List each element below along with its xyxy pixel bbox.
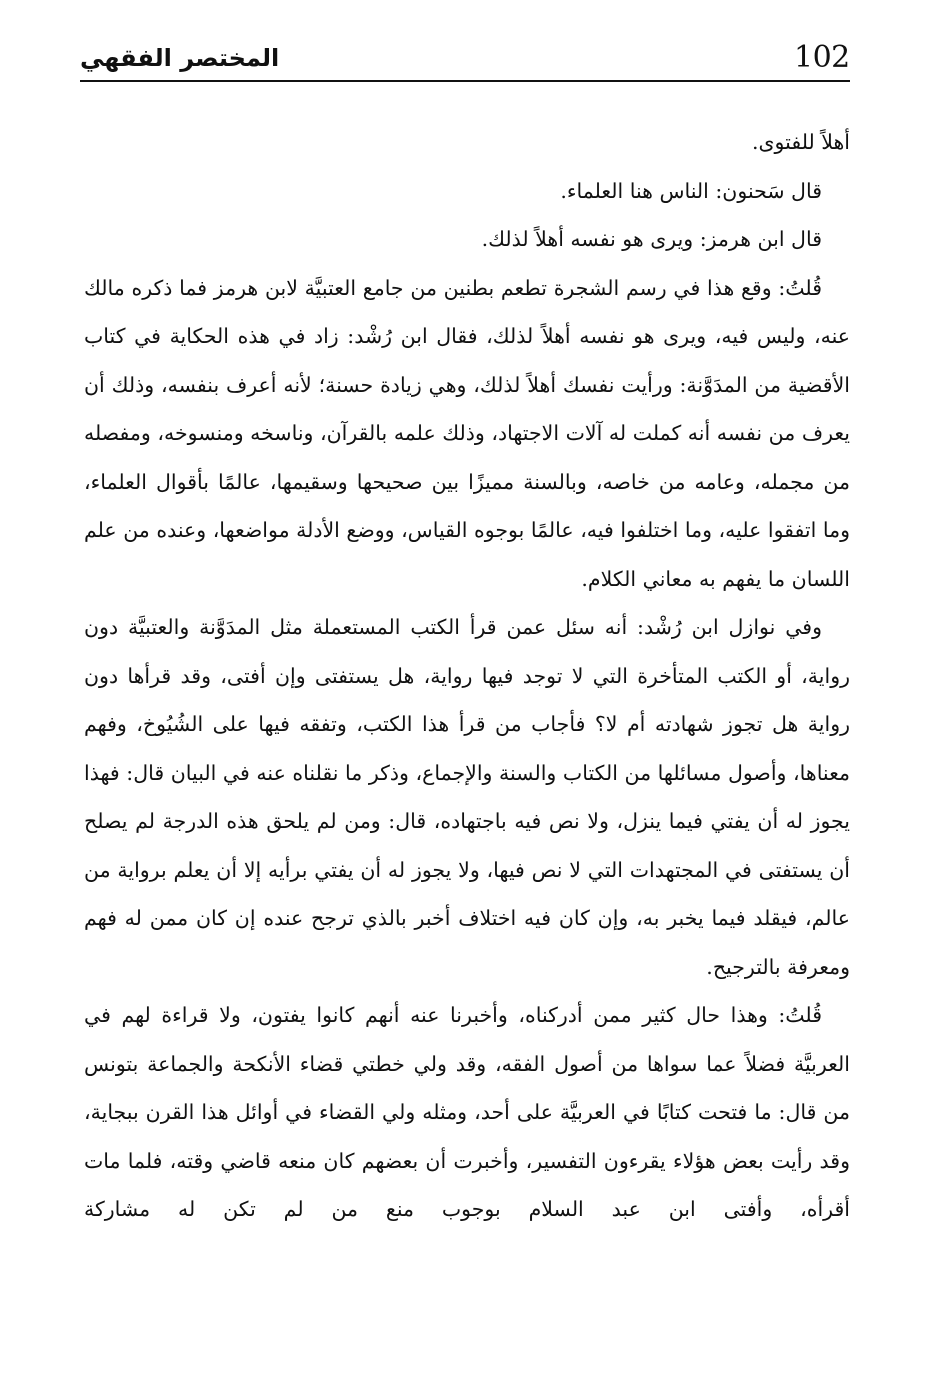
paragraph-4: قُلتُ: وقع هذا في رسم الشجرة تطعم بطنين من جامع العتبيَّة لابن هرمز فما ذكره مالك عنه، وليس فيه، ويرى هو نفسه أهلاً لذلك، فقال ابن رُشْد: زاد في هذه الحكاية في كتاب الأقضية من المدَوَّنة: ورأيت نفسك أهلاً لذلك، وهي زيادة حسنة؛ لأنه أعرف بنفسه، وذلك أن يعرف من نفسه أنه كملت له آلات الاجتهاد، وذلك علمه بالقرآن، وناسخه ومنسوخه، ومفصله من مجمله، وعامه من خاصه، وبالسنة مميزًا بين صحيحها وسقيمها، عالمًا بأقوال العلماء، وما اتفقوا عليه، وما اختلفوا فيه، عالمًا بوجوه القياس، ووضع الأدلة مواضعها، وعنده من علم اللسان ما يفهم به معاني الكلام. xyxy=(84,275,850,591)
paragraph-6: قُلتُ: وهذا حال كثير ممن أدركناه، وأخبرنا عنه أنهم كانوا يفتون، ولا قراءة لهم في العربيَّة فضلاً عما سواها من أصول الفقه، وقد ولي خطتي قضاء الأنكحة والجماعة بتونس من قال: ما فتحت كتابًا في العربيَّة على أحد، ومثله ولي القضاء في أوائل هذا القرن ببجاية، وقد رأيت بعض هؤلاء يقرءون التفسير، وأخبرت أن بعضهم كان منعه قاضي وقته، فلما مات أقرأه، وأفتى ابن عبد السلام بوجوب منع من لم تكن له مشاركة xyxy=(84,1003,850,1221)
body-text xyxy=(84,118,850,1234)
paragraph-5: وفي نوازل ابن رُشْد: أنه سئل عمن قرأ الكتب المستعملة مثل المدَوَّنة والعتبيَّة دون رواية، أو الكتب المتأخرة التي لا توجد فيها رواية، هل يستفتى وإن أفتى، وقد قرأها دون رواية هل تجوز شهادته أم لا؟ فأجاب من قرأ هذا الكتب، وتفقه فيها على الشُيُوخ، وفهم معناها، وأصول مسائلها من الكتاب والسنة والإجماع، وذكر ما نقلناه عنه في البيان قال: فهذا يجوز له أن يفتي فيما ينزل، ولا نص فيه باجتهاده، قال: ومن لم يلحق هذه الدرجة لم يصلح أن يستفتى في المجتهدات التي لا نص فيها، ولا يجوز له أن يفتي برأيه إلا أن يعلم برواية من عالم، فيقلد فيما يخبر به، وإن كان فيه اختلاف أخبر بالذي ترجح عنده إن كان ممن له فهم ومعرفة بالترجيح. xyxy=(84,615,850,979)
paragraph-2: قال سَحنون: الناس هنا العلماء. xyxy=(560,178,822,203)
paragraph-3: قال ابن هرمز: ويرى هو نفسه أهلاً لذلك. xyxy=(481,227,822,251)
running-title: المختصر الفقهي xyxy=(80,44,280,72)
page-number: 102 xyxy=(794,40,850,75)
header-rule xyxy=(80,80,850,82)
page-header xyxy=(80,40,850,80)
paragraph-1: أهلاً للفتوى. xyxy=(752,130,850,154)
document-page xyxy=(80,40,850,1360)
